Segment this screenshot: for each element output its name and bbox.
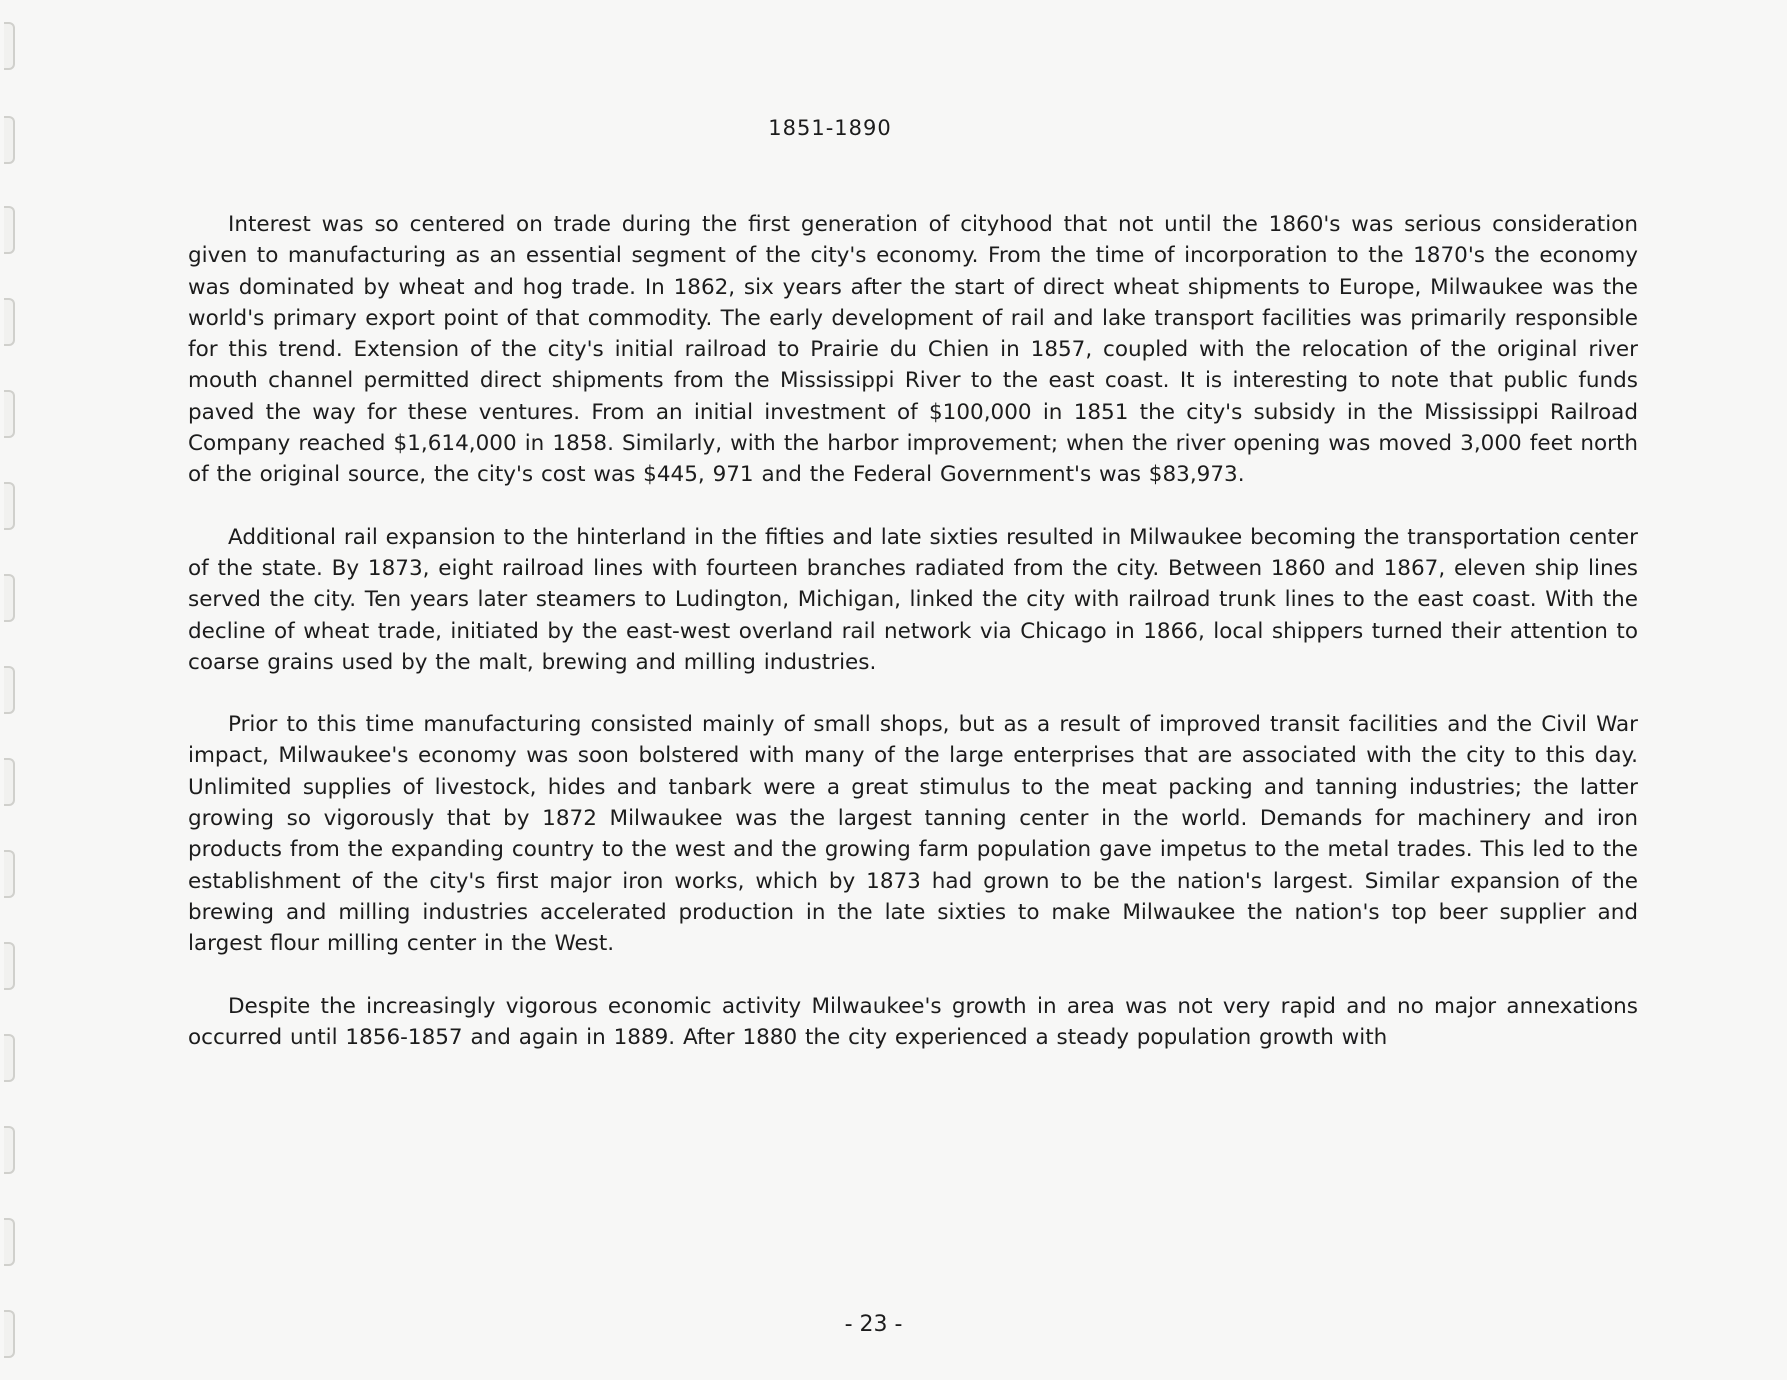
paragraph: Additional rail expansion to the hinterland in the fifties and late sixties resulted in Milwaukee becoming the transportation center of the state. By 1873, eight railroad lines with fourteen branches radiated from the city. Between 1860 and 1867, eleven ship lines served the city. Ten years later steamers to Ludington, Michigan, linked the city with railroad trunk lines to the east coast. With the decline of wheat trade, initiated by the east-west overland rail network via Chicago in 1866, local shippers turned their attention to coarse grains used by the malt, brewing and milling industries. (188, 524, 1638, 675)
binding-hole (4, 390, 15, 438)
paragraph: Interest was so centered on trade during the first generation of cityhood that not until the 1860's was serious consideration given to manufacturing as an essential segment of the city's economy. From the time of incorporation to the 1870's the economy was dominated by wheat and hog trade. In 1862, six years after the start of direct wheat shipments to Europe, Milwaukee was the world's primary export point of that commodity. The early development of rail and lake transport facilities was primarily responsible for this trend. Extension of the city's initial railroad to Prairie du Chien in 1857, coupled with the relocation of the original river mouth channel permitted direct shipments from the Mississippi River to the east coast. It is interesting to note that public funds paved the way for these ventures. From an initial investment of $100,000 in 1851 the city's subsidy in the Mississippi Railroad Company reached $1,614,000 in 1858. Similarly, with the harbor improvement; when the river opening was moved 3,000 feet north of the original source, the city's cost was $445, 971 and the Federal Government's was $83,973. (188, 212, 1638, 488)
binding-hole (4, 850, 15, 898)
paragraph: Prior to this time manufacturing consisted mainly of small shops, but as a result of improved transit facilities and the Civil War impact, Milwaukee's economy was soon bolstered with many of the large enterprises that are associated with the city to this day. Unlimited supplies of livestock, hides and tanbark were a great stimulus to the meat packing and tanning industries; the latter growing so vigorously that by 1872 Milwaukee was the largest tanning center in the world. Demands for machinery and iron products from the expanding country to the west and the growing farm population gave impetus to the metal trades. This led to the establishment of the city's first major iron works, which by 1873 had grown to be the nation's largest. Similar expansion of the brewing and milling industries accelerated production in the late sixties to make Milwaukee the nation's top beer supplier and largest flour milling center in the West. (188, 712, 1638, 957)
binding-hole (4, 758, 15, 806)
binding-hole (4, 942, 15, 990)
binding-hole (4, 666, 15, 714)
binding-hole (4, 574, 15, 622)
binding-hole (4, 482, 15, 530)
page-heading: 1851-1890 (768, 116, 892, 140)
binding-hole (4, 298, 15, 346)
paragraph: Despite the increasingly vigorous economic activity Milwaukee's growth in area was not very rapid and no major annexations occurred until 1856-1857 and again in 1889. After 1880 the city experienced a steady population growth with (188, 993, 1638, 1050)
binding-hole (4, 22, 15, 70)
binding-hole (4, 1034, 15, 1082)
binding-holes (0, 0, 20, 1380)
page-number: - 23 - (844, 1312, 903, 1337)
binding-hole (4, 1126, 15, 1174)
binding-hole (4, 206, 15, 254)
binding-hole (4, 1218, 15, 1266)
body-text (188, 209, 1638, 1084)
